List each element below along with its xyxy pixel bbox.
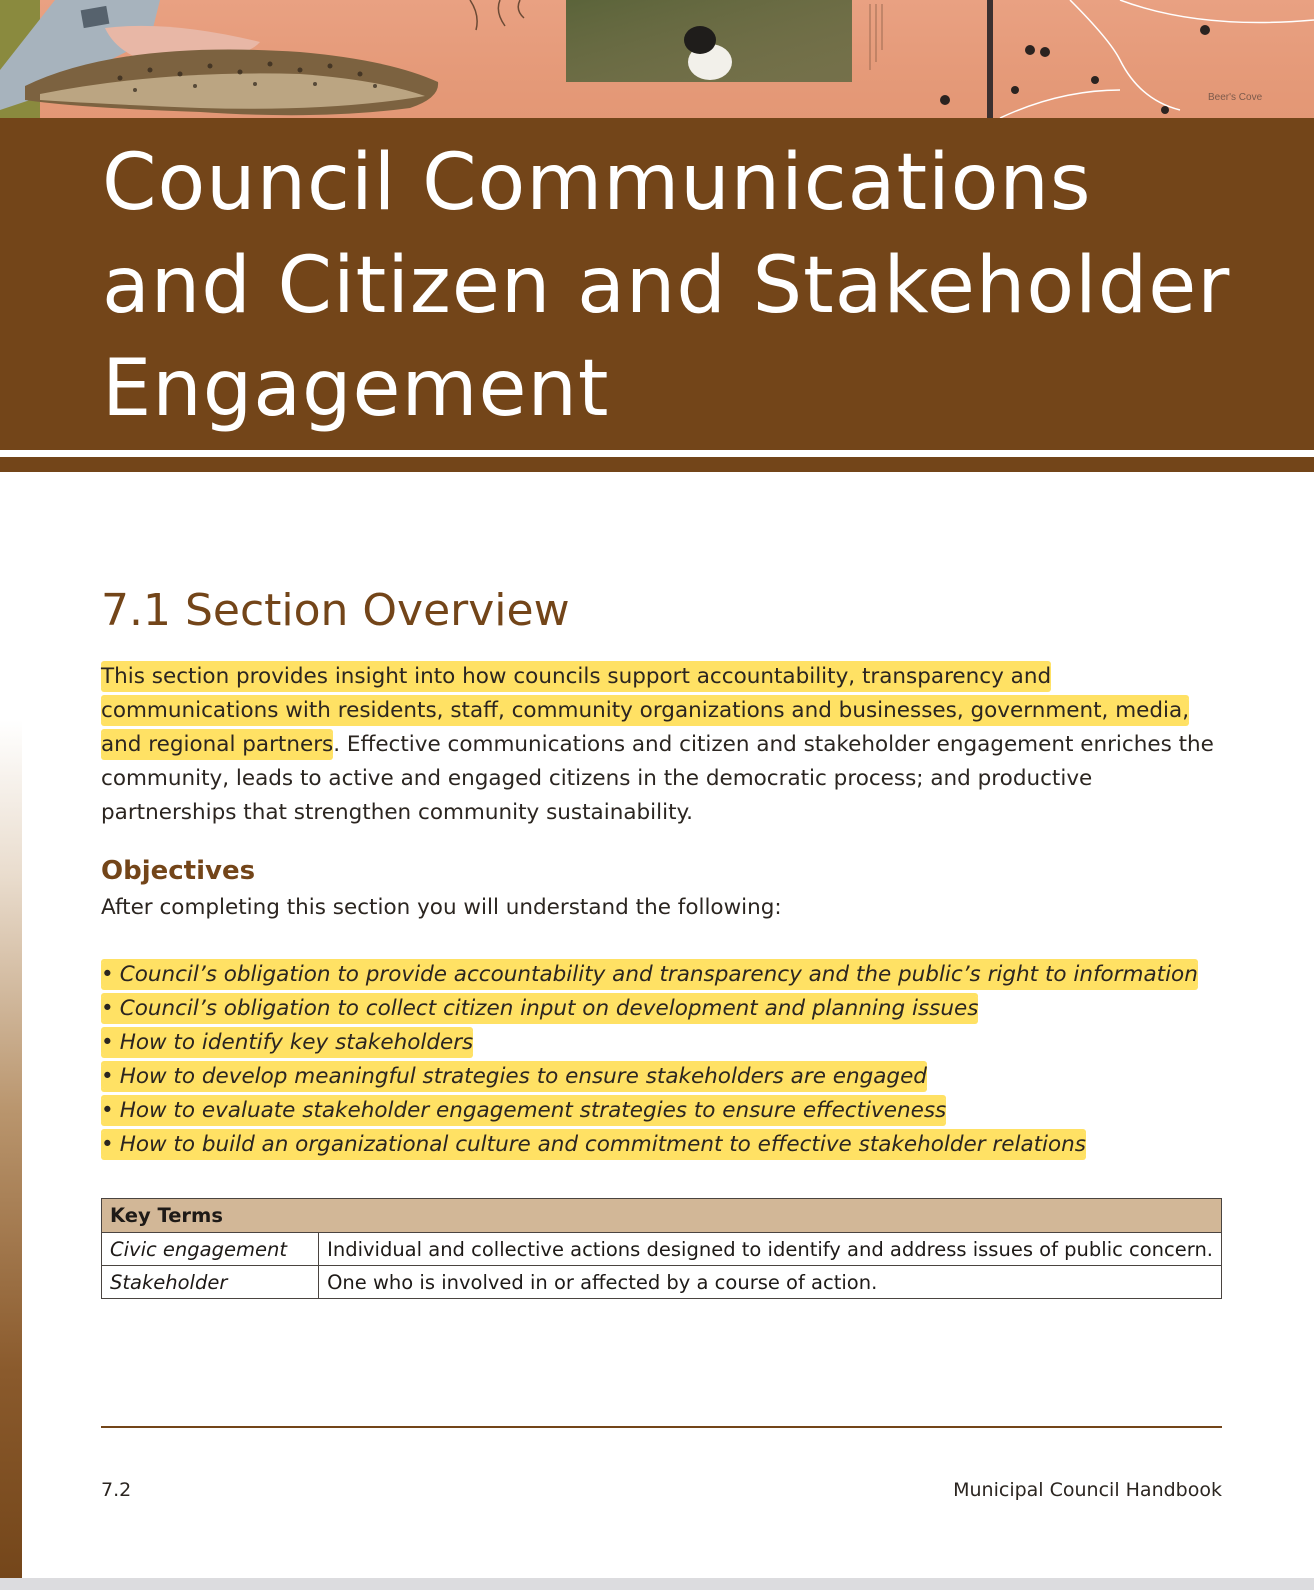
list-item-text: Council’s obligation to collect citizen input on development and planning issues xyxy=(119,996,979,1021)
plant-sketch xyxy=(470,0,524,30)
bullet-icon: • xyxy=(101,1030,114,1055)
key-terms-table xyxy=(101,1198,1222,1299)
overview-paragraph xyxy=(101,660,1221,830)
footer-divider xyxy=(101,1426,1222,1428)
table-row xyxy=(102,1266,1222,1299)
bullet-icon: • xyxy=(101,1132,114,1157)
map-pictograms xyxy=(940,25,1210,114)
highlighted-text: This section provides insight into how councils support accountability, transparency and communications with residents, staff, community organizations and businesses, government, media, and regional partners xyxy=(101,664,1190,757)
definition-cell: Individual and collective actions designed to identify and address issues of public concern. xyxy=(319,1233,1222,1266)
table-header-row xyxy=(102,1199,1222,1233)
side-gradient-strip xyxy=(0,720,22,1590)
list-item xyxy=(101,1026,1198,1060)
map-label: Beer's Cove xyxy=(1208,92,1263,103)
list-item-text: How to identify key stakeholders xyxy=(119,1030,474,1055)
list-item-text: How to build an organizational culture and commitment to effective stakeholder relations xyxy=(119,1132,1087,1157)
chapter-title-line-2: and Citizen and Stakeholder xyxy=(102,241,1231,331)
chapter-title-line-3: Engagement xyxy=(102,344,610,434)
bullet-icon: • xyxy=(101,996,114,1021)
list-item xyxy=(101,958,1198,992)
list-item-text: Council’s obligation to provide accountability and transparency and the public’s right to information xyxy=(119,962,1198,987)
viewer-bottom-bar xyxy=(0,1578,1314,1590)
list-item xyxy=(101,1094,1198,1128)
chapter-title-block xyxy=(0,118,1314,450)
list-item-text: How to develop meaningful strategies to ensure stakeholders are engaged xyxy=(119,1064,927,1089)
bullet-icon: • xyxy=(101,1064,114,1089)
list-item xyxy=(101,1128,1198,1162)
footer-book-title: Municipal Council Handbook xyxy=(953,1479,1222,1501)
list-item-text: How to evaluate stakeholder engagement strategies to ensure effectiveness xyxy=(119,1098,947,1123)
overview-text: Effective communications and citizen and stakeholder engagement enriches the community, leads to active and engaged citizens in the democratic process; and productive partnerships that strengthen community sustainability. xyxy=(101,732,1214,825)
page-number: 7.2 xyxy=(101,1479,132,1501)
term-cell: Stakeholder xyxy=(102,1266,319,1299)
chapter-title xyxy=(102,132,1230,441)
definition-cell: One who is involved in or affected by a course of action. xyxy=(319,1266,1222,1299)
objectives-heading: Objectives xyxy=(101,856,256,886)
list-item xyxy=(101,992,1198,1026)
bullet-icon: • xyxy=(101,1098,114,1123)
header-photo-banner xyxy=(0,0,1314,118)
table-row xyxy=(102,1233,1222,1266)
key-terms-header: Key Terms xyxy=(102,1199,1222,1233)
term-cell: Civic engagement xyxy=(102,1233,319,1266)
bullet-icon: • xyxy=(101,962,114,987)
map-lines xyxy=(990,0,1314,118)
objectives-list xyxy=(101,958,1198,1162)
title-divider xyxy=(0,457,1314,472)
banner-illustration xyxy=(0,0,1314,118)
chapter-title-line-1: Council Communications xyxy=(102,138,1092,228)
overview-period: . xyxy=(333,732,341,757)
objectives-intro: After completing this section you will understand the following: xyxy=(101,895,782,920)
list-item xyxy=(101,1060,1198,1094)
section-heading: 7.1 Section Overview xyxy=(101,585,570,636)
